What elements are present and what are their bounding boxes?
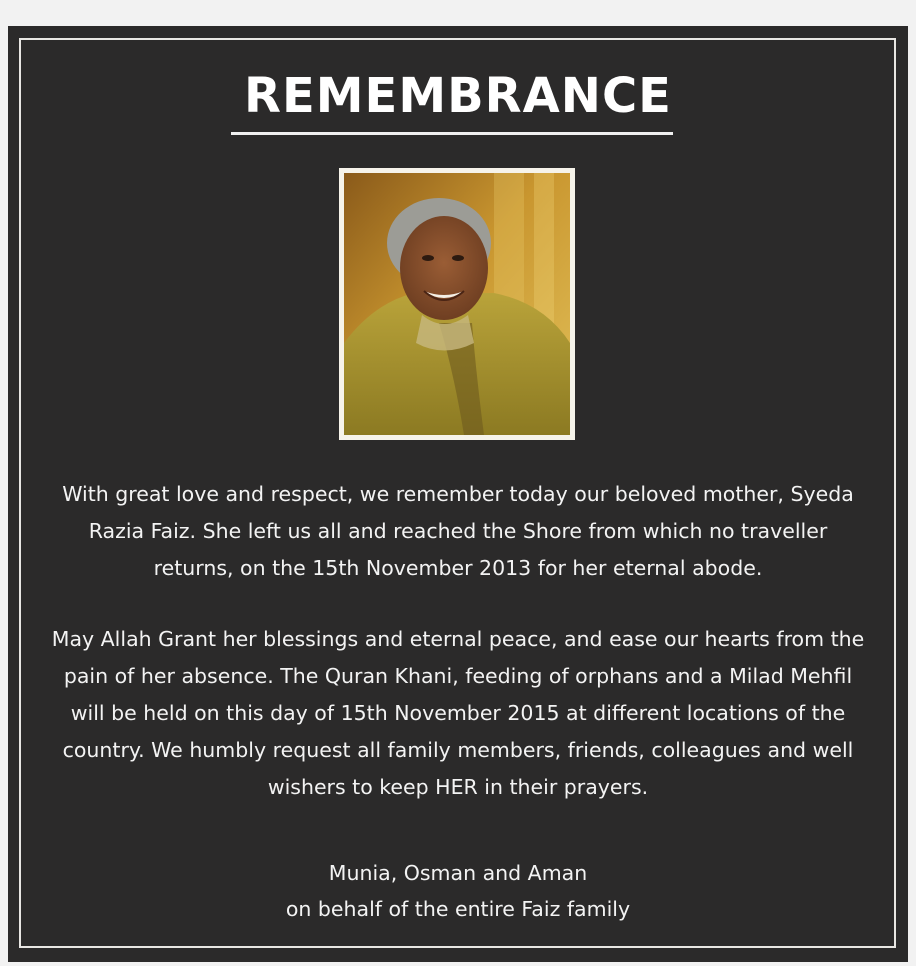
title-underline <box>231 132 673 135</box>
memorial-paragraph: With great love and respect, we remember today our beloved mother, Syeda Razia Faiz. She left us all and reached the Shore from which no traveller returns, on the 15th November 2013 for her eternal abode. <box>62 482 854 580</box>
remembrance-notice <box>8 26 908 962</box>
prayer-paragraph: May Allah Grant her blessings and eternal peace, and ease our hearts from the pain of her absence. The Quran Khani, feeding of orphans and a Milad Mehfil will be held on this day of 15th November 2015 at different locations of the country. We humbly request all family members, friends, colleagues and well wishers to keep HER in their prayers. <box>51 627 865 799</box>
signature-line: on behalf of the entire Faiz family <box>285 897 631 921</box>
notice-title: REMEMBRANCE <box>244 68 672 124</box>
portrait-image <box>344 173 570 435</box>
portrait-photo <box>339 168 575 440</box>
signature-names: Munia, Osman and Aman <box>328 861 588 885</box>
